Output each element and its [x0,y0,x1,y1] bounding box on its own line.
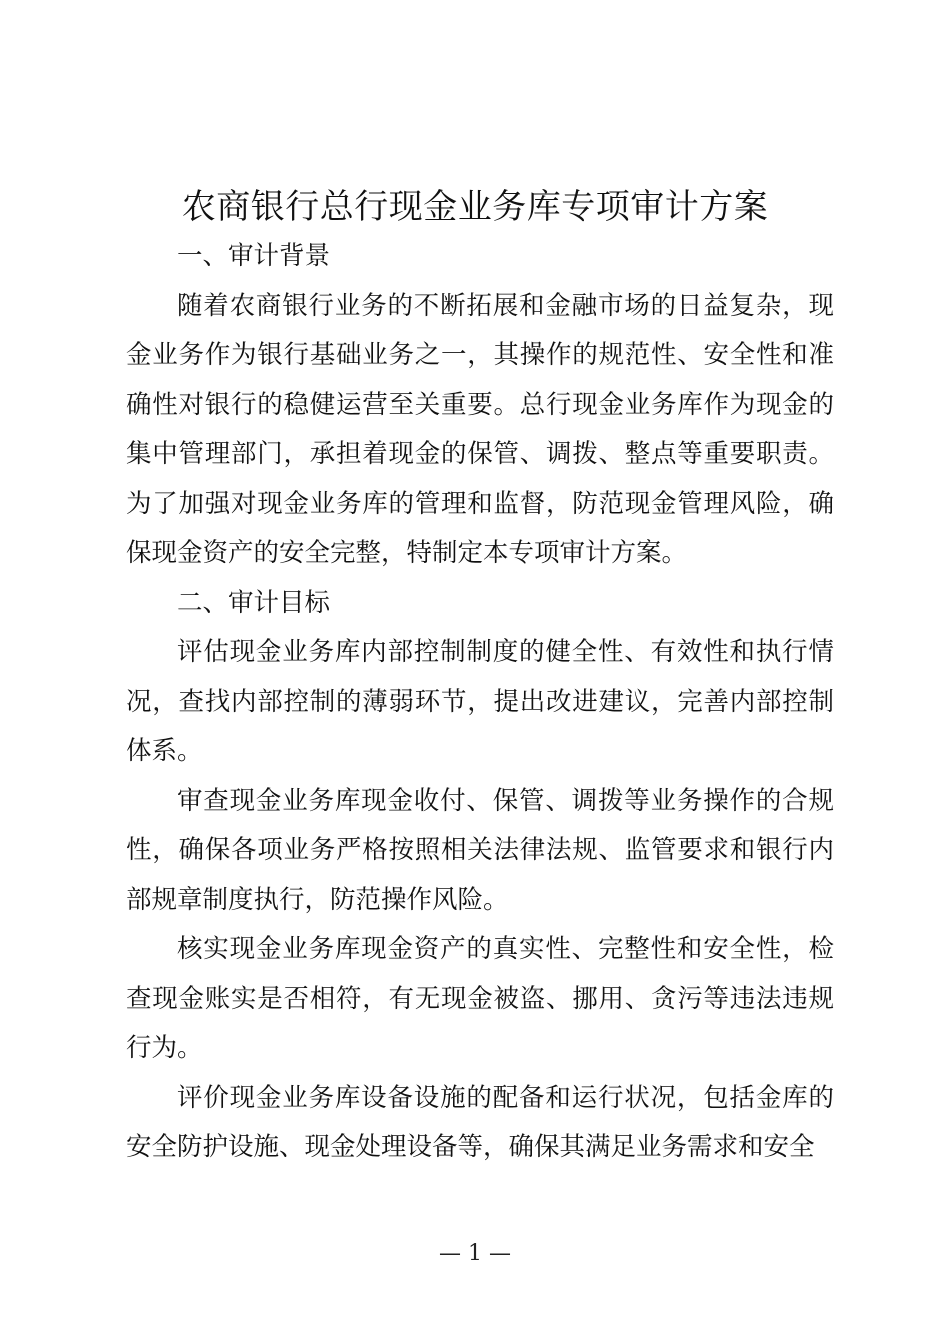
paragraph-objective-2: 审查现金业务库现金收付、保管、调拨等业务操作的合规性，确保各项业务严格按照相关法律法规、监管要求和银行内部规章制度执行，防范操作风险。 [126,785,834,915]
section-heading-objectives: 二、审计目标 [177,587,331,618]
section-heading-background: 一、审计背景 [177,241,331,271]
paragraph-objective-3: 核实现金业务库现金资产的真实性、完整性和安全性，检查现金账实是否相符，有无现金被盗、挪用、贪污等违法违规行为。 [126,934,834,1063]
document-body [126,232,834,1173]
paragraph-objective-1: 评估现金业务库内部控制制度的健全性、有效性和执行情况，查找内部控制的薄弱环节，提出改进建议，完善内部控制体系。 [126,637,834,766]
paragraph-objective-4: 评价现金业务库设备设施的配备和运行状况，包括金库的安全防护设施、现金处理设备等，确保其满足业务需求和安全 [126,1082,834,1162]
page-number: — 1 — [439,1241,511,1266]
document-title: 农商银行总行现金业务库专项审计方案 [181,187,769,227]
paragraph-background: 随着农商银行业务的不断拓展和金融市场的日益复杂，现金业务作为银行基础业务之一，其操作的规范性、安全性和准确性对银行的稳健运营至关重要。总行现金业务库作为现金的集中管理部门，承担着现金的保管、调拨、整点等重要职责。为了加强对现金业务库的管理和监督，防范现金管理风险，确保现金资产的安全完整，特制定本专项审计方案。 [126,290,834,568]
